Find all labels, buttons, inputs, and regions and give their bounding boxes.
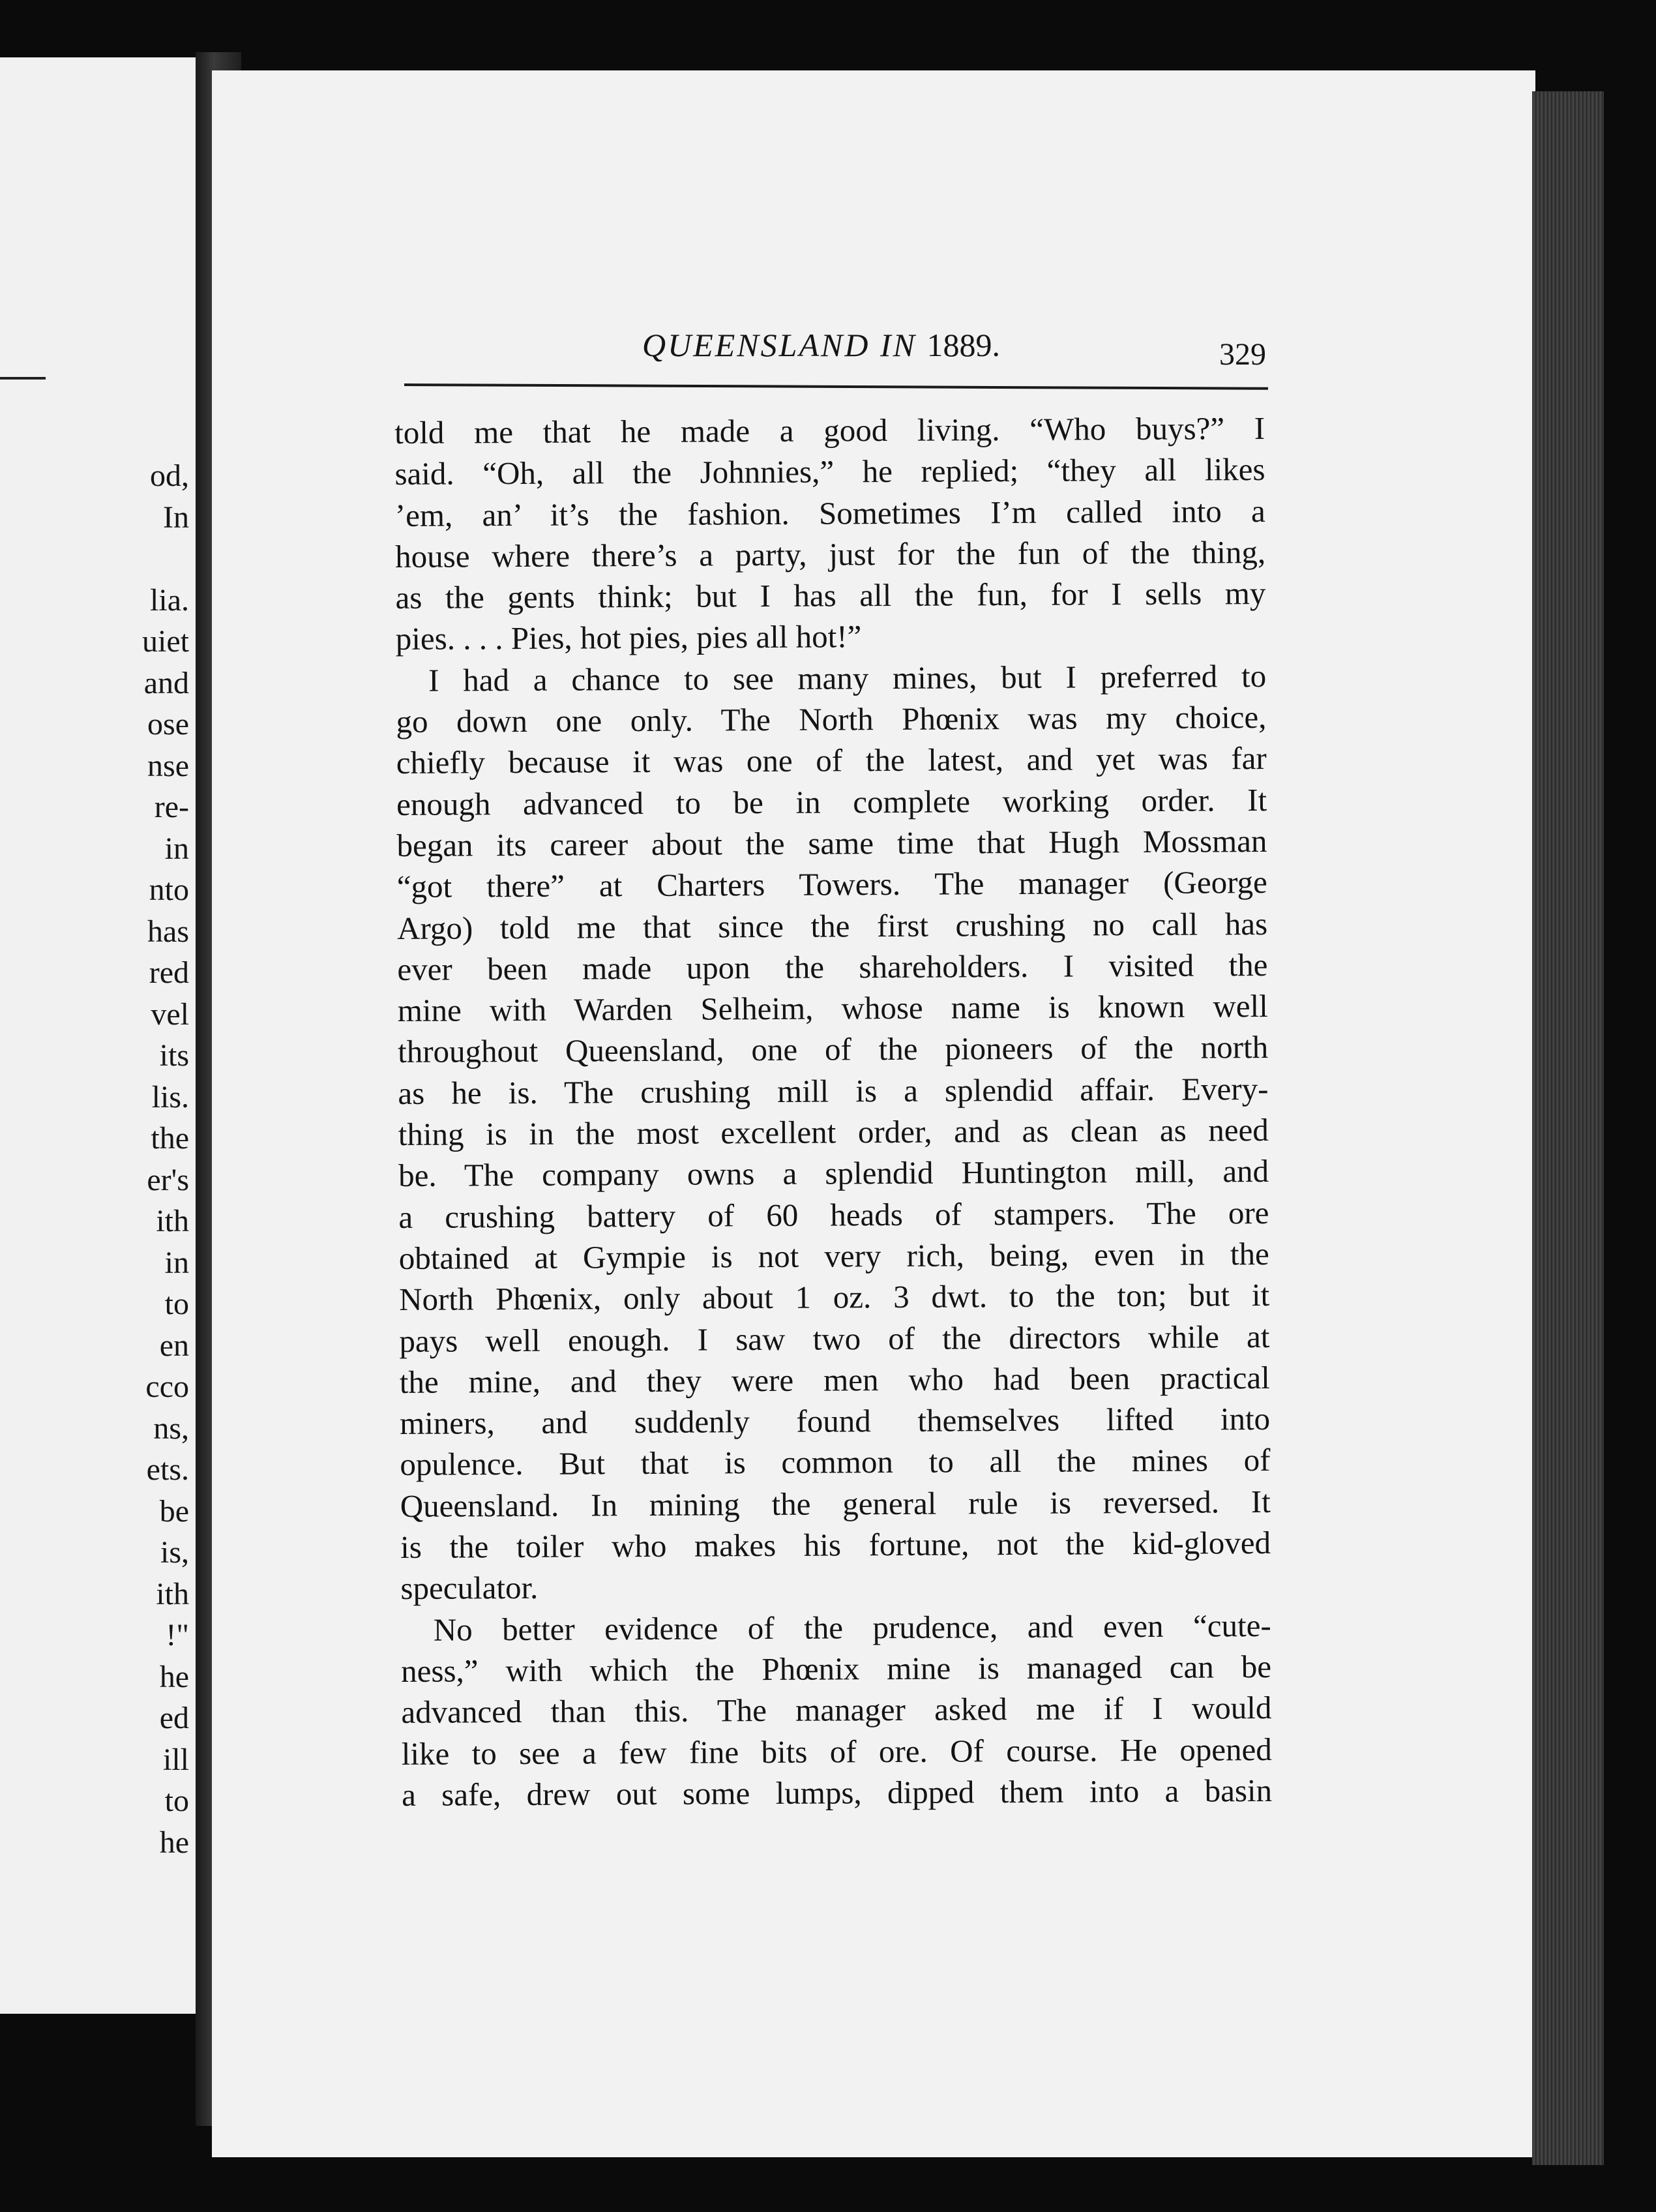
text-line: ness,” with which the Phœnix mine is managed can be — [400, 1648, 1272, 1689]
text-line: is the toiler who makes his fortune, not the kid-gloved — [400, 1525, 1271, 1565]
fragment-line: and — [143, 665, 189, 700]
text-line: a crushing battery of 60 heads of stampers. The ore — [398, 1194, 1269, 1235]
text-line: thing is in the most excellent order, and as clean as need — [398, 1112, 1269, 1153]
body-text — [394, 408, 1272, 1816]
fragment-line: lis. — [151, 1079, 189, 1114]
text-line: like to see a few fine bits of ore. Of course. He opened — [401, 1731, 1272, 1772]
fragment-line: !" — [166, 1618, 189, 1652]
text-line: advanced than this. The manager asked me if I would — [401, 1690, 1272, 1731]
text-line: go down one only. The North Phœnix was my choice, — [396, 699, 1267, 740]
text-line: be. The company owns a splendid Huntington mill, and — [398, 1153, 1269, 1194]
text-line: chiefly because it was one of the latest, and yet was far — [396, 740, 1267, 781]
fragment-line: vel — [151, 996, 189, 1032]
text-line: a safe, drew out some lumps, dipped them into a basin — [401, 1772, 1273, 1813]
fragment-line: er's — [147, 1162, 189, 1197]
fragment-line: en — [159, 1328, 189, 1363]
text-line: said. “Oh, all the Johnnies,” he replied; “they all likes — [394, 451, 1265, 492]
fragment-line: cco — [145, 1369, 189, 1404]
text-line: began its career about the same time that Hugh Mossman — [396, 822, 1267, 863]
fragment-line: ns, — [153, 1411, 189, 1446]
text-line: miners, and suddenly found themselves lifted into — [399, 1401, 1271, 1442]
fragment-line: nto — [149, 873, 189, 907]
text-line: as he is. The crushing mill is a splendid affair. Every- — [398, 1070, 1269, 1111]
fragment-line: ed — [159, 1701, 189, 1735]
fragment-line: he — [159, 1825, 189, 1860]
page-number: 329 — [1219, 337, 1266, 372]
fragment-line: lia. — [150, 582, 189, 618]
facing-page-left — [0, 57, 198, 2014]
fragment-line: od, — [150, 458, 189, 493]
fragment-line: re- — [154, 790, 189, 824]
running-title-year: 1889. — [926, 327, 1000, 363]
fragment-line — [0, 538, 189, 580]
text-line: as the gents think; but I has all the fun, for I sells my — [395, 575, 1266, 616]
fragment-line: ill — [162, 1742, 189, 1777]
fragment-line: is, — [160, 1535, 189, 1570]
fragment-line: he — [159, 1659, 189, 1694]
running-head — [642, 326, 1000, 364]
text-line: No better evidence of the prudence, and even “cute- — [433, 1607, 1271, 1648]
fragment-line: in — [164, 831, 189, 866]
page-block-edge — [1532, 91, 1604, 2165]
text-line: pays well enough. I saw two of the directors while at — [399, 1318, 1270, 1359]
text-line: mine with Warden Selheim, whose name is known well — [397, 988, 1268, 1029]
text-line: the mine, and they were men who had been practical — [399, 1359, 1270, 1400]
text-line: I had a chance to see many mines, but I preferred to — [428, 657, 1267, 698]
fragment-line: the — [151, 1121, 189, 1156]
text-line: “got there” at Charters Towers. The manager (George — [396, 864, 1267, 905]
text-line: ever been made upon the shareholders. I visited the — [397, 946, 1268, 987]
fragment-line: to — [164, 1287, 189, 1321]
fragment-line: be — [159, 1493, 189, 1529]
text-line: pies. . . . Pies, hot pies, pies all hot!” — [395, 618, 862, 657]
text-line: Queensland. In mining the general rule is reversed. It — [400, 1483, 1271, 1524]
facing-page-header-rule — [0, 377, 46, 380]
fragment-line: ets. — [146, 1452, 189, 1487]
facing-page-text-fragments — [0, 455, 189, 1863]
fragment-line: uiet — [142, 624, 189, 659]
fragment-line: red — [149, 955, 189, 990]
text-line: Argo) told me that since the first crushing no call has — [396, 905, 1268, 946]
text-line: opulence. But that is common to all the mines of — [400, 1442, 1271, 1483]
fragment-line: nse — [147, 748, 189, 783]
fragment-line: in — [164, 1245, 189, 1280]
fragment-line: has — [147, 914, 189, 949]
fragment-line: In — [163, 500, 189, 535]
running-title: QUEENSLAND IN — [642, 327, 917, 363]
text-line: speculator. — [400, 1570, 539, 1607]
fragment-line: ith — [156, 1576, 189, 1611]
text-line: throughout Queensland, one of the pioneers of the north — [397, 1029, 1269, 1070]
fragment-line: to — [164, 1784, 189, 1818]
text-line: North Phœnix, only about 1 oz. 3 dwt. to the ton; but it — [398, 1277, 1270, 1318]
fragment-line: ith — [156, 1204, 189, 1238]
text-line: obtained at Gympie is not very rich, being, even in the — [398, 1235, 1269, 1276]
fragment-line: ose — [147, 707, 189, 741]
text-line: ’em, an’ it’s the fashion. Sometimes I’m called into a — [394, 492, 1265, 533]
fragment-line: its — [159, 1038, 189, 1073]
text-line: house where there’s a party, just for the fun of the thing, — [395, 533, 1266, 575]
text-line: told me that he made a good living. “Who buys?” I — [394, 410, 1265, 451]
text-line: enough advanced to be in complete working order. It — [396, 781, 1267, 822]
